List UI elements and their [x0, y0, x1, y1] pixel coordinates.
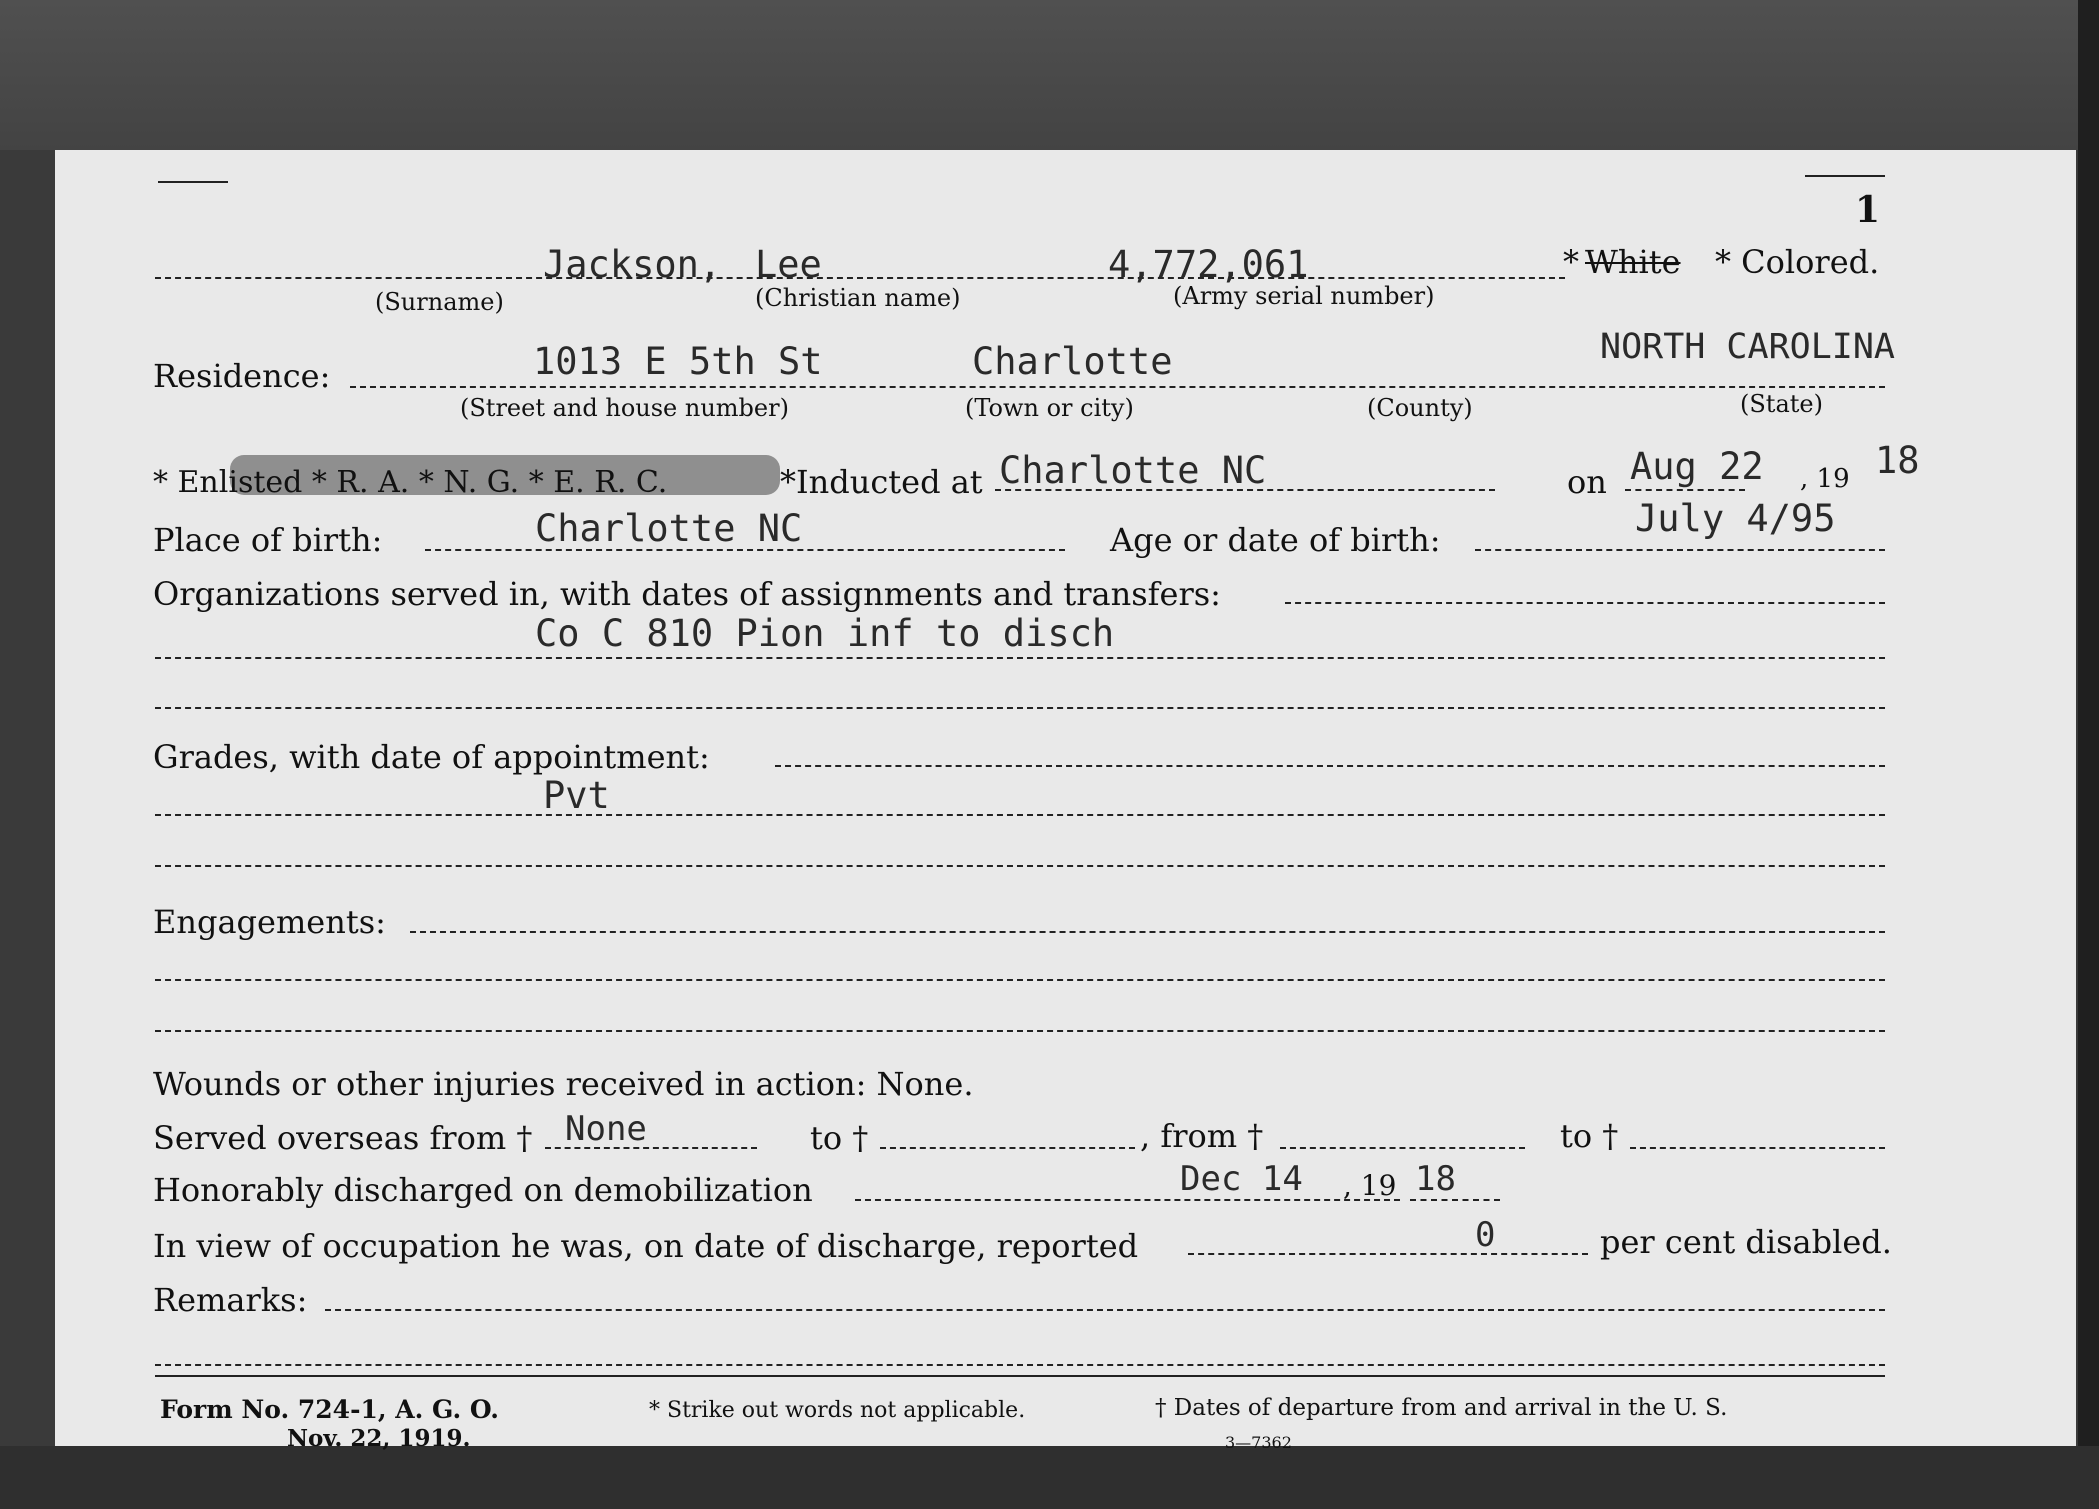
grades-line-3 — [155, 865, 1885, 867]
overseas-from2-line — [1280, 1147, 1525, 1149]
disability-suffix: per cent disabled. — [1600, 1223, 1892, 1261]
disability-line — [1188, 1253, 1588, 1255]
name-line — [155, 277, 1565, 279]
induction-year-prefix: , 19 — [1800, 464, 1850, 494]
discharge-label: Honorably discharged on demobilization — [153, 1171, 813, 1209]
top-left-rule — [158, 181, 228, 183]
discharge-line — [855, 1199, 1400, 1201]
remarks-line-1 — [325, 1309, 1885, 1311]
birth-date-label: Age or date of birth: — [1110, 521, 1441, 559]
overseas-from2-label: , from † — [1140, 1117, 1264, 1155]
induction-year-value: 18 — [1875, 439, 1920, 482]
overseas-to2-line — [1630, 1147, 1885, 1149]
residence-line — [350, 386, 1885, 388]
birth-place-value: Charlotte NC — [535, 507, 803, 550]
state-value: NORTH CAROLINA — [1600, 327, 1896, 367]
race-white: White — [1585, 243, 1681, 281]
organizations-line-2 — [155, 657, 1885, 659]
race-star: * — [1563, 243, 1579, 281]
race-colored: * Colored. — [1715, 243, 1880, 281]
on-label: on — [1567, 463, 1607, 501]
discharge-year-line — [1410, 1199, 1500, 1201]
organizations-line-3 — [155, 707, 1885, 709]
county-caption: (County) — [1367, 394, 1473, 422]
background-top — [0, 0, 2099, 150]
overseas-from-value: None — [565, 1109, 647, 1149]
surname-value: Jackson, — [543, 243, 722, 286]
town-value: Charlotte — [972, 340, 1173, 383]
birth-place-label: Place of birth: — [153, 521, 383, 559]
dates-note: † Dates of departure from and arrival in the U. S. — [1155, 1395, 1728, 1421]
state-caption: (State) — [1740, 390, 1823, 418]
remarks-label: Remarks: — [153, 1281, 308, 1319]
strike-note: * Strike out words not applicable. — [649, 1398, 1026, 1423]
birth-date-value: July 4/95 — [1635, 497, 1836, 540]
discharge-year-value: 18 — [1415, 1159, 1456, 1199]
town-caption: (Town or city) — [965, 394, 1134, 422]
christian-name-caption: (Christian name) — [755, 284, 961, 312]
discharge-year-prefix: , 19 — [1343, 1169, 1397, 1202]
disability-label: In view of occupation he was, on date of discharge, reported — [153, 1227, 1139, 1265]
form-date: Nov. 22, 1919. — [287, 1425, 471, 1452]
street-caption: (Street and house number) — [460, 394, 789, 422]
serial-number-caption: (Army serial number) — [1173, 282, 1435, 310]
induction-date-line — [1625, 489, 1745, 491]
birth-date-line — [1475, 549, 1885, 551]
engagements-line-2 — [155, 979, 1885, 981]
overseas-to-label: to † — [810, 1119, 869, 1157]
surname-caption: (Surname) — [375, 288, 504, 316]
grades-line-1 — [775, 765, 1885, 767]
grades-label: Grades, with date of appointment: — [153, 738, 710, 776]
remarks-line-2 — [155, 1364, 1885, 1366]
disability-percent-value: 0 — [1475, 1215, 1496, 1255]
grades-line-2 — [155, 814, 1885, 816]
print-code: 3—7362 — [1225, 1433, 1292, 1452]
service-record-card — [55, 150, 2076, 1452]
card-number: 1 — [1855, 189, 1881, 231]
christian-name-value: Lee — [755, 243, 822, 286]
background-edge — [2078, 0, 2099, 1509]
induction-date-value: Aug 22 — [1630, 445, 1764, 488]
serial-number-value: 4,772,061 — [1108, 243, 1309, 286]
form-number: Form No. 724-1, A. G. O. — [160, 1395, 499, 1424]
organizations-line-1 — [1285, 602, 1885, 604]
street-value: 1013 E 5th St — [533, 340, 823, 383]
overseas-label: Served overseas from † — [153, 1119, 533, 1157]
background-bottom — [0, 1446, 2099, 1509]
wounds-label: Wounds or other injuries received in action: None. — [153, 1065, 974, 1103]
residence-label: Residence: — [153, 357, 331, 395]
top-right-rule — [1805, 175, 1885, 177]
overseas-to2-label: to † — [1560, 1117, 1619, 1155]
footer-rule — [155, 1375, 1885, 1377]
inducted-place-value: Charlotte NC — [999, 449, 1267, 492]
inducted-label: *Inducted at — [780, 463, 983, 501]
organizations-label: Organizations served in, with dates of assignments and transfers: — [153, 575, 1221, 613]
engagements-label: Engagements: — [153, 903, 386, 941]
discharge-date-value: Dec 14 — [1180, 1159, 1303, 1199]
engagements-line-1 — [410, 931, 1885, 933]
organizations-value: Co C 810 Pion inf to disch — [535, 612, 1115, 655]
grades-value: Pvt — [543, 774, 610, 817]
enlisted-options: * Enlisted * R. A. * N. G. * E. R. C. — [153, 465, 668, 500]
engagements-line-3 — [155, 1030, 1885, 1032]
overseas-to-line — [880, 1147, 1135, 1149]
